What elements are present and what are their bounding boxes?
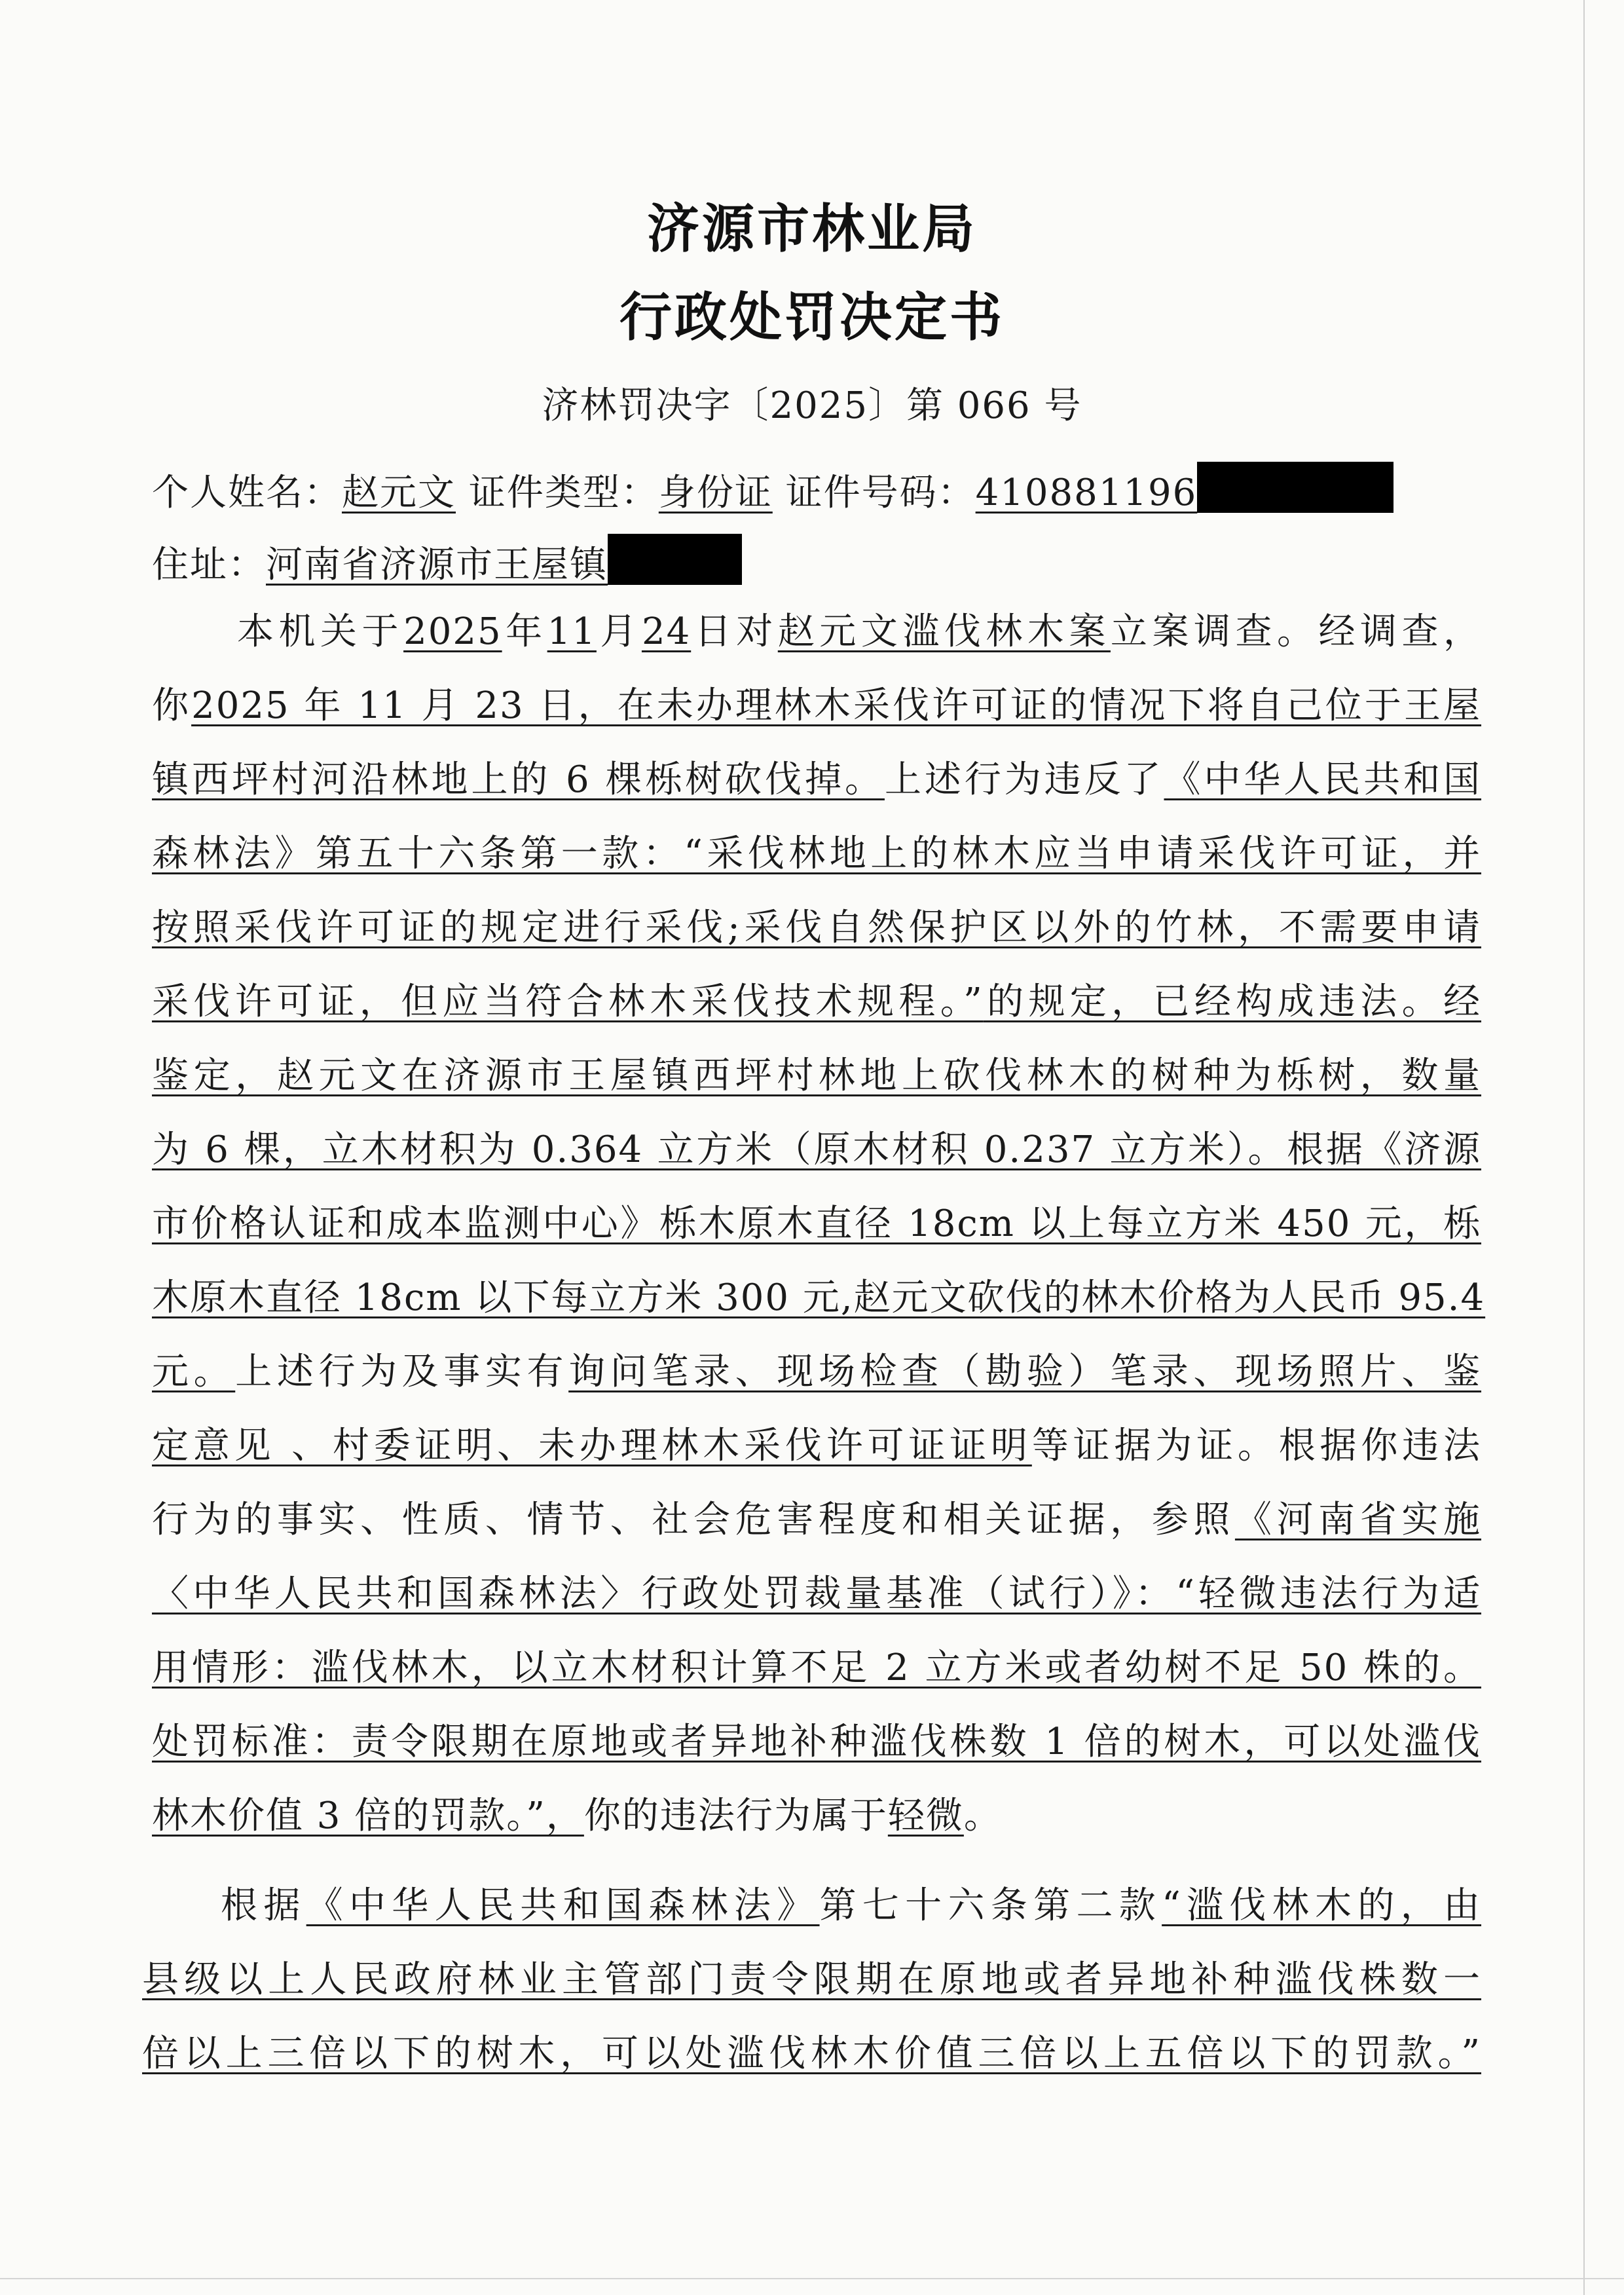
scan-edge bbox=[0, 2278, 1624, 2279]
body-line: 元。上述行为及事实有询问笔录、现场检查（勘验）笔录、现场照片、鉴 bbox=[152, 1351, 1482, 1393]
body-line: 定意见 、村委证明、未办理林木采伐许可证证明等证据为证。根据你违法 bbox=[152, 1425, 1481, 1467]
body-line: 你2025 年 11 月 23 日，在未办理林木采伐许可证的情况下将自己位于王屋 bbox=[152, 684, 1482, 727]
document-type-title: 行政处罚决定书 bbox=[619, 286, 1005, 348]
id-type: 身份证 bbox=[658, 472, 773, 514]
document-number: 济林罚决字〔2025〕第 066 号 bbox=[542, 384, 1082, 427]
body-line: 采伐许可证，但应当符合林木采伐技术规程。”的规定，已经构成违法。经 bbox=[152, 980, 1481, 1023]
id-number: 410881196 bbox=[976, 472, 1394, 514]
body-line: 〈中华人民共和国森林法〉行政处罚裁量基准（试行）》：“轻微违法行为适 bbox=[152, 1573, 1481, 1615]
address: 河南省济源市王屋镇 bbox=[266, 544, 742, 586]
party-name: 赵元文 bbox=[342, 472, 456, 514]
body-line: 镇西坪村河沿林地上的 6 棵栎树砍伐掉。上述行为违反了《中华人民共和国 bbox=[152, 758, 1482, 801]
id-type-label: 证件类型： bbox=[468, 472, 659, 514]
body-line: 木原木直径 18cm 以下每立方米 300 元,赵元文砍伐的林木价格为人民币 95.4 bbox=[152, 1277, 1486, 1319]
party-info-line bbox=[152, 462, 1481, 516]
body-line: 按照采伐许可证的规定进行采伐;采伐自然保护区以外的竹林，不需要申请 bbox=[152, 906, 1481, 949]
id-number-label: 证件号码： bbox=[785, 472, 976, 514]
body-line: 森林法》第五十六条第一款：“采伐林地上的林木应当申请采伐许可证，并 bbox=[152, 832, 1481, 875]
address-label: 住址： bbox=[152, 544, 266, 586]
body-line: 林木价值 3 倍的罚款。”，你的违法行为属于轻微。 bbox=[152, 1795, 1002, 1837]
redaction-block bbox=[1197, 462, 1393, 513]
body-line: 为 6 棵，立木材积为 0.364 立方米（原木材积 0.237 立方米）。根据《济源 bbox=[152, 1129, 1481, 1171]
address-line bbox=[152, 534, 1481, 588]
body-line: 市价格认证和成本监测中心》栎木原木直径 18cm 以上每立方米 450 元，栎 bbox=[152, 1203, 1481, 1245]
body-line: 本机关于2025年11月24日对赵元文滥伐林木案立案调查。经调查， bbox=[237, 610, 1482, 653]
body-line: 根据《中华人民共和国森林法》第七十六条第二款“滥伐林木的，由 bbox=[221, 1884, 1482, 1927]
name-label: 个人姓名： bbox=[152, 472, 342, 514]
body-line: 行为的事实、性质、情节、社会危害程度和相关证据，参照《河南省实施 bbox=[152, 1499, 1482, 1541]
body-line: 县级以上人民政府林业主管部门责令限期在原地或者异地补种滥伐株数一 bbox=[142, 1958, 1481, 2001]
scan-edge bbox=[1583, 0, 1585, 2295]
org-title: 济源市林业局 bbox=[647, 198, 977, 259]
body-line: 处罚标准：责令限期在原地或者异地补种滥伐株数 1 倍的树木，可以处滥伐 bbox=[152, 1721, 1481, 1763]
redaction-block bbox=[608, 534, 742, 585]
body-line: 用情形：滥伐林木，以立木材积计算不足 2 立方米或者幼树不足 50 株的。 bbox=[152, 1647, 1481, 1689]
body-line: 倍以上三倍以下的树木，可以处滥伐林木价值三倍以上五倍以下的罚款。” bbox=[142, 2032, 1481, 2075]
body-line: 鉴定，赵元文在济源市王屋镇西坪村林地上砍伐林木的树种为栎树，数量 bbox=[152, 1054, 1481, 1097]
